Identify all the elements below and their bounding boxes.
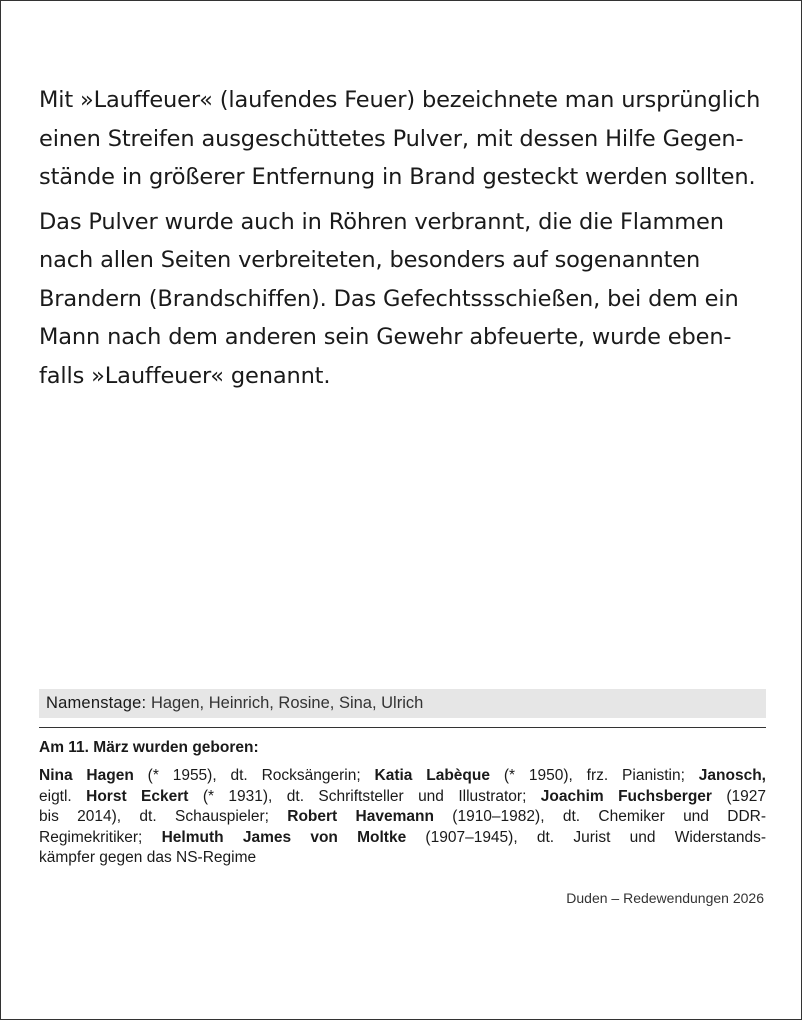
person-name: Katia Labèque bbox=[374, 767, 490, 784]
namenstage-names: Hagen, Heinrich, Rosine, Sina, Ulrich bbox=[150, 694, 424, 712]
paragraph-2 bbox=[39, 203, 769, 396]
person-name: Robert Havemann bbox=[287, 808, 434, 825]
text-line: nach allen Seiten verbreiteten, besonders auf sogenannten bbox=[39, 247, 701, 273]
person-detail: (1907–1945), dt. Jurist und Widerstands- bbox=[406, 828, 766, 846]
text-line: Mit »Lauffeuer« (laufendes Feuer) bezeichnete man ursprünglich bbox=[39, 87, 761, 113]
person-detail: bis 2014), dt. Schauspieler; bbox=[39, 808, 288, 825]
text-line: Brandern (Brandschiffen). Das Gefechtssschießen, bei dem ein bbox=[39, 285, 739, 312]
births-line bbox=[39, 828, 766, 849]
namenstage-label: Namenstage: bbox=[46, 694, 147, 712]
births-line bbox=[39, 848, 766, 869]
text-line: stände in größerer Entfernung in Brand gesteckt werden sollten. bbox=[39, 164, 756, 190]
text-line: falls »Lauffeuer« genannt. bbox=[39, 362, 331, 389]
person-detail: (1910–1982), dt. Chemiker und DDR- bbox=[433, 808, 767, 825]
person-detail: (* 1931), dt. Schriftsteller und Illustrator; bbox=[188, 787, 541, 805]
person-detail: kämpfer gegen das NS-Regime bbox=[39, 849, 257, 866]
person-detail: (* 1950), frz. Pianistin; bbox=[489, 767, 699, 784]
person-name: Joachim Fuchsberger bbox=[540, 787, 712, 805]
person-detail: Regimekritiker; bbox=[39, 828, 162, 846]
text-line: Das Pulver wurde auch in Röhren verbrannt, die die Flammen bbox=[39, 208, 724, 235]
births-line bbox=[39, 787, 766, 808]
text-line: einen Streifen ausgeschüttetes Pulver, mit dessen Hilfe Gegen- bbox=[39, 125, 744, 152]
person-detail: eigtl. bbox=[39, 787, 87, 805]
text-line: Mann nach dem anderen sein Gewehr abfeuerte, wurde eben- bbox=[39, 324, 732, 350]
person-name: Nina Hagen bbox=[39, 767, 134, 784]
main-text bbox=[39, 81, 769, 395]
person-name: Janosch, bbox=[698, 767, 766, 784]
namenstage-bar bbox=[39, 689, 766, 718]
person-name: Helmuth James von Moltke bbox=[161, 828, 407, 846]
births-line bbox=[39, 766, 766, 787]
person-detail: (* 1955), dt. Rocksängerin; bbox=[133, 767, 375, 784]
births-line bbox=[39, 807, 766, 828]
paragraph-1 bbox=[39, 81, 769, 197]
births-text bbox=[39, 766, 766, 869]
person-name: Horst Eckert bbox=[86, 787, 189, 805]
person-detail: (1927 bbox=[711, 787, 766, 805]
divider bbox=[39, 727, 766, 728]
births-heading: Am 11. März wurden geboren: bbox=[39, 739, 259, 756]
footer-credit: Duden – Redewendungen 2026 bbox=[566, 890, 764, 906]
